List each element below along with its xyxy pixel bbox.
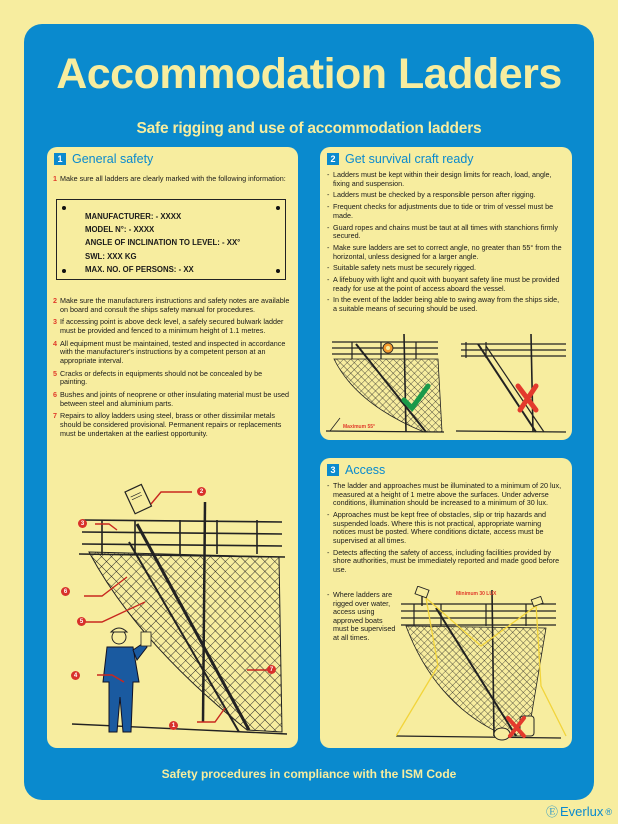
section-survival-craft [320,147,572,440]
list-item: - Detects affecting the safety of access, including facilities provided by shore authorities, must be immediately reported and made good before use. [327,547,560,574]
footer-ism-code: Safety procedures in compliance with the ISM Code [161,767,457,781]
section-title: General safety [72,152,154,166]
plate-row: MAX. NO. OF PERSONS: - XX [85,264,194,274]
screw-icon [62,269,66,273]
callout-4: 4 [71,671,80,680]
callout-3: 3 [78,519,87,528]
page-subtitle: Safe rigging and use of accommodation ladders [136,120,482,137]
section-header [327,463,385,477]
survival-craft-list [327,171,565,317]
list-item: 7 Repairs to alloy ladders using steel, brass or other dissimilar metals should be considered provisional. Permanent repairs or replacements must be undertaken at the earliest opportunity. [53,411,282,438]
ladder-angle-illustration [326,334,568,434]
list-item: - Where ladders are rigged over water, access using approved boats must be supervised at all times. [327,590,396,642]
general-safety-list-top [53,175,290,188]
callout-6: 6 [61,587,70,596]
section-number-badge: 2 [327,153,339,165]
plate-row: ANGLE OF INCLINATION TO LEVEL: - XX° [85,238,241,248]
sign-panel [24,24,594,800]
section-number-badge: 3 [327,464,339,476]
callout-5: 5 [77,617,86,626]
ladder-rigging-illustration [57,482,292,737]
list-item: - Ladders must be checked by a responsible person after rigging. [327,190,536,200]
list-item: - The ladder and approaches must be illuminated to a minimum of 20 lux, measured at a height of 1 metre above the surfaces. Under adverse conditions, illumination should be increased to a minimum of 30 lux. [327,481,562,508]
list-item: - Ladders must be kept within their design limits for reach, load, angle, fixing and suspension. [327,170,552,188]
section-general-safety [47,147,298,748]
section-number-badge: 1 [54,153,66,165]
worker-figure [103,628,151,732]
angle-label: Maximum 55° [343,424,376,430]
list-item: 2 Make sure the manufacturers instructions and safety notes are available on board and consult the ships safety manual for procedures. [53,296,290,314]
section-header [327,152,474,166]
section-access [320,458,572,748]
page-title: Accommodation Ladders [56,50,562,98]
list-item: - A lifebuoy with light and quoit with buoyant safety line must be provided ready for use at the point of access aboard the vessel. [327,275,560,293]
screw-icon [276,269,280,273]
running-man-icon: Ⓔ [545,805,558,819]
brand-logo [546,803,612,820]
list-item: 5 Cracks or defects in equipments should not be concealed by be painting. [53,368,263,387]
list-item: - Suitable safety nets must be securely rigged. [327,263,477,273]
callout-1: 1 [169,721,178,730]
list-item: - Approaches must be kept free of obstacles, slip or trip hazards and suspended loads. Where this is not practical, appropriate warning notices must be posted. Where conditions dictate, access must be supervised at all times. [327,509,546,545]
list-item: - Guard ropes and chains must be taut at all times with stanchions firmly secured. [327,222,558,241]
list-item: 4 All equipment must be maintained, tested and inspected in accordance with the manufacturer's instructions by a competent person at an appropriate interval. [53,338,286,365]
list-item: 3 If accessing point is above deck level, a safely secured bulwark ladder must be provided and fenced to a minimum height of 1.1 metres. [53,317,284,335]
screw-icon [62,206,66,210]
ladder-info-plate [56,199,286,280]
callout-2: 2 [197,487,206,496]
section-header [54,152,153,166]
registered-mark: ® [605,806,612,817]
section-title: Get survival craft ready [345,152,474,166]
screw-icon [276,206,280,210]
list-item: - Make sure ladders are set to correct angle, no greater than 55° from the horizontal, unless designed for a larger angle. [327,242,562,261]
list-item: 6 Bushes and joints of neoprene or other insulating material must be used between steel and aluminium parts. [53,390,289,408]
section-title: Access [345,463,386,477]
ladder-lighting-illustration [396,586,568,744]
callout-7: 7 [267,665,276,674]
manual-book-icon [125,484,151,513]
general-safety-list [53,297,290,442]
plate-row: MODEL N°: - XXXX [85,225,155,235]
brand-name: Everlux [560,804,604,819]
list-item: 1 Make sure all ladders are clearly marked with the following information: [53,174,286,183]
floodlight-icon [531,596,543,606]
list-item: - In the event of the ladder being able to swing away from the ships side, a suitable means of securing should be used. [327,295,560,314]
list-item: - Frequent checks for adjustments due to tide or trim of vessel must be made. [327,202,554,220]
angle-icon [330,418,344,431]
access-list-last [327,591,399,646]
plate-row: SWL: XXX KG [85,251,137,261]
lux-label: Minimum 30 LUX [456,591,497,597]
access-list [327,482,565,578]
plate-row: MANUFACTURER: - XXXX [85,212,182,221]
